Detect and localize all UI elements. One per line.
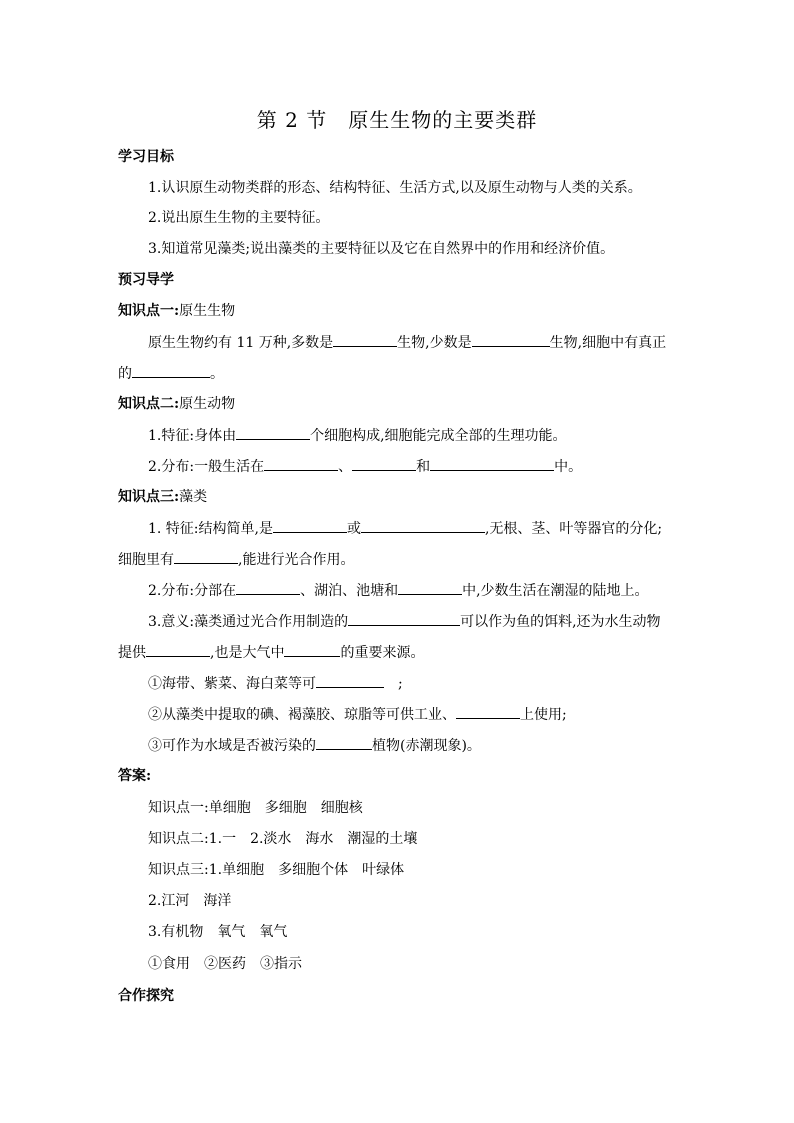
knowledge-point-2-heading xyxy=(118,394,235,414)
kp-label: 知识点三: xyxy=(118,489,180,505)
fill-blank[interactable] xyxy=(273,518,347,533)
fill-blank[interactable] xyxy=(284,642,340,657)
fill-blank[interactable] xyxy=(398,580,462,595)
kp3-item-2: 2.分布:分部在 、湖泊、池塘和 中,少数生活在潮湿的陆地上。 xyxy=(148,580,649,601)
kp2-item-1: 1.特征:身体由 个细胞构成,细胞能完成全部的生理功能。 xyxy=(148,425,567,446)
kp3-item-1-cont: 细胞里有 ,能进行光合作用。 xyxy=(118,549,354,570)
fill-blank[interactable] xyxy=(430,456,554,471)
kp-topic: 原生生物 xyxy=(179,303,236,319)
knowledge-point-1-heading xyxy=(118,301,235,321)
fill-blank[interactable] xyxy=(472,332,550,347)
kp-label: 知识点一: xyxy=(118,303,180,319)
kp3-sub-3: ③可作为水域是否被污染的 植物(赤潮现象)。 xyxy=(148,735,481,756)
answer-line: 2.江河 海洋 xyxy=(148,893,232,909)
fill-blank[interactable] xyxy=(316,735,372,750)
answer-line: 3.有机物 氧气 氧气 xyxy=(148,924,288,940)
fill-blank[interactable] xyxy=(236,580,300,595)
answer-line: 知识点三:1.单细胞 多细胞个体 叶绿体 xyxy=(148,862,405,878)
kp1-paragraph-cont: 的 。 xyxy=(118,363,224,384)
fill-blank[interactable] xyxy=(352,456,416,471)
fill-blank[interactable] xyxy=(264,456,338,471)
page-title: 第 2 节 原生生物的主要类群 xyxy=(256,108,538,132)
cooperate-heading: 合作探究 xyxy=(118,988,174,1004)
fill-blank[interactable] xyxy=(456,704,520,719)
fill-blank[interactable] xyxy=(316,673,384,688)
fill-blank[interactable] xyxy=(236,425,310,440)
kp2-item-2: 2.分布:一般生活在 、 和 中。 xyxy=(148,456,582,477)
kp3-item-3-cont: 提供 ,也是大气中 的重要来源。 xyxy=(118,642,424,663)
answer-line: ①食用 ②医药 ③指示 xyxy=(148,956,302,972)
kp1-paragraph: 原生生物约有 11 万种,多数是 生物,少数是 生物,细胞中有真正 xyxy=(148,332,666,353)
fill-blank[interactable] xyxy=(146,642,210,657)
kp-topic: 藻类 xyxy=(179,489,208,505)
fill-blank[interactable] xyxy=(333,332,397,347)
objective-item: 1.认识原生动物类群的形态、结构特征、生活方式,以及原生动物与人类的关系。 xyxy=(148,180,642,196)
fill-blank[interactable] xyxy=(132,363,210,378)
knowledge-point-3-heading xyxy=(118,487,207,507)
fill-blank[interactable] xyxy=(174,549,238,564)
fill-blank[interactable] xyxy=(348,611,460,626)
objectives-heading: 学习目标 xyxy=(118,149,174,165)
kp-label: 知识点二: xyxy=(118,396,180,412)
fill-blank[interactable] xyxy=(361,518,485,533)
kp3-item-1: 1. 特征:结构简单,是 或 ,无根、茎、叶等器官的分化; xyxy=(148,518,662,539)
objective-item: 3.知道常见藻类;说出藻类的主要特征以及它在自然界中的作用和经济价值。 xyxy=(148,241,615,257)
answer-line: 知识点二:1.一 2.淡水 海水 潮湿的土壤 xyxy=(148,831,418,847)
kp3-sub-2: ②从藻类中提取的碘、褐藻胶、琼脂等可供工业、 上使用; xyxy=(148,704,567,725)
answers-heading: 答案: xyxy=(118,768,152,784)
kp3-item-3: 3.意义:藻类通过光合作用制造的 可以作为鱼的饵料,还为水生动物 xyxy=(148,611,661,632)
preview-heading: 预习导学 xyxy=(118,272,174,288)
answer-line: 知识点一:单细胞 多细胞 细胞核 xyxy=(148,800,363,816)
kp3-sub-1: ①海带、紫菜、海白菜等可 ; xyxy=(148,673,403,694)
kp-topic: 原生动物 xyxy=(179,396,236,412)
objective-item: 2.说出原生生物的主要特征。 xyxy=(148,210,330,226)
